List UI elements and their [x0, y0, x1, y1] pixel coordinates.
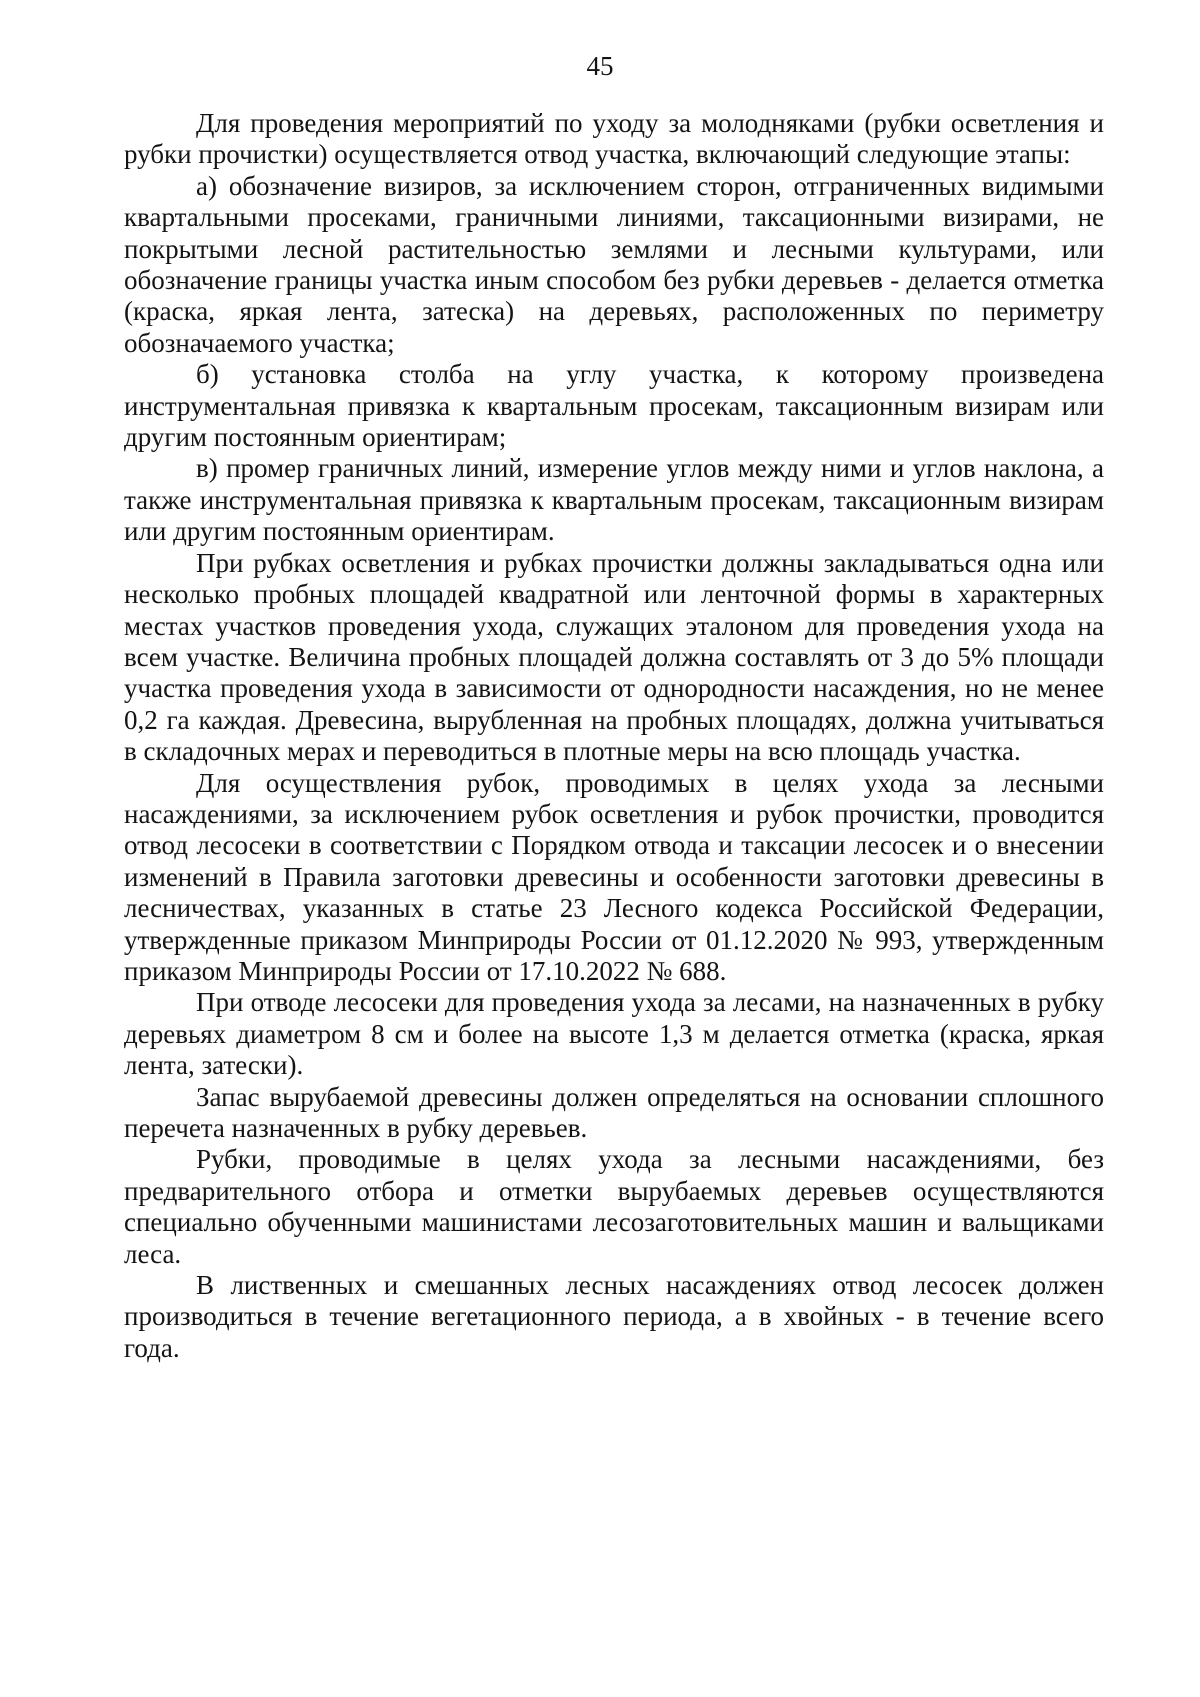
paragraph-item-v: в) промер граничных линий, измерение углов между ними и углов наклона, а также инструментальная привязка к квартальным просекам, таксационным визирам или другим постоянным ориентирам. — [124, 453, 1104, 547]
paragraph-intro: Для проведения мероприятий по уходу за молодняками (рубки осветления и рубки прочистки) осуществляется отвод участка, включающий следующие этапы: — [124, 108, 1104, 170]
paragraph-season: В лиственных и смешанных лесных насаждениях отвод лесосек должен производиться в течение вегетационного периода, а в хвойных - в течение всего года. — [124, 1270, 1104, 1363]
paragraph-operators: Рубки, проводимые в целях ухода за лесными насаждениями, без предварительного отбора и отметки вырубаемых деревьев осуществляются специально обученными машинистами лесозаготовительных машин и вальщиками леса. — [124, 1144, 1104, 1269]
paragraph-sample-plots: При рубках осветления и рубках прочистки должны закладываться одна или несколько пробных площадей квадратной или ленточной формы в характерных местах участков проведения ухода, служащих эталоном для проведения ухода на всем участке. Величина пробных площадей должна составлять от 3 до 5% площади участка проведения ухода в зависимости от однородности насаждения, но не менее 0,2 га каждая. Древесина, вырубленная на пробных площадях, должна учитываться в складочных мерах и переводиться в плотные меры на всю площадь участка. — [124, 547, 1104, 767]
paragraph-tree-marking: При отводе лесосеки для проведения ухода за лесами, на назначенных в рубку деревьях диаметром 8 см и более на высоте 1,3 м делается отметка (краска, яркая лента, затески). — [124, 987, 1104, 1081]
paragraph-item-b: б) установка столба на углу участка, к которому произведена инструментальная привязка к квартальным просекам, таксационным визирам или другим постоянным ориентирам; — [124, 359, 1104, 453]
paragraph-allotment-procedure: Для осуществления рубок, проводимых в целях ухода за лесными насаждениями, за исключением рубок осветления и рубок прочистки, проводится отвод лесосеки в соответствии с Порядком отвода и таксации лесосек и о внесении изменений в Правила заготовки древесины и особенности заготовки древесины в лесничествах, указанных в статье 23 Лесного кодекса Российской Федерации, утвержденные приказом Минприроды России от 01.12.2020 № 993, утвержденным приказом Минприроды России от 17.10.2022 № 688. — [124, 767, 1104, 986]
document-body — [124, 108, 1104, 1364]
paragraph-item-a: а) обозначение визиров, за исключением сторон, отграниченных видимыми квартальными просеками, граничными линиями, таксационными визирами, не покрытыми лесной растительностью землями и лесными культурами, или обозначение границы участка иным способом без рубки деревьев - делается отметка (краска, яркая лента, затеска) на деревьях, расположенных по периметру обозначаемого участка; — [124, 170, 1104, 358]
page-number: 45 — [586, 51, 614, 81]
paragraph-wood-stock: Запас вырубаемой древесины должен определяться на основании сплошного перечета назначенных в рубку деревьев. — [124, 1081, 1104, 1143]
